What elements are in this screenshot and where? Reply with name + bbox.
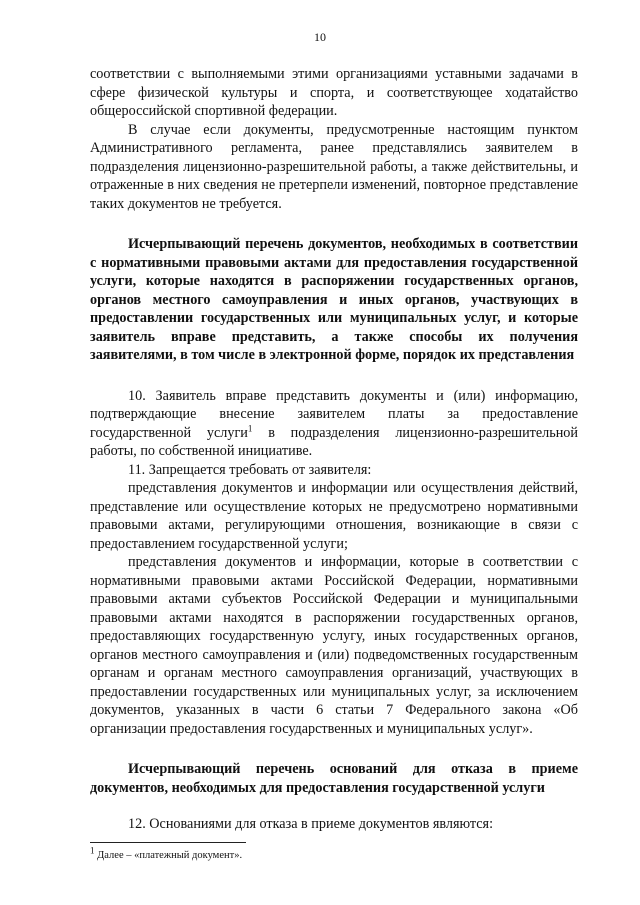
footnote-divider	[90, 842, 246, 843]
paragraph-11: 11. Запрещается требовать от заявителя:	[128, 461, 372, 478]
section-heading-documents: Исчерпывающий перечень документов, необходимых в соответствии с нормативными правовыми актами для предоставления государственной услуги, которые находятся в распоряжении государственных органов, органов местного самоуправления и иных органов, участвующих в предоставлении государственных или муниципальных услуг, и которые заявитель вправе представить, а также способы их получения заявителями, в том числе в электронной форме, порядок их представления	[90, 236, 578, 363]
paragraph-12: 12. Основаниями для отказа в приеме документов являются:	[128, 816, 494, 832]
paragraph-11-item-2: представления документов и информации, которые в соответствии с нормативными правовыми актами Российской Федерации, нормативными правовыми актами субъектов Российской Федерации и муниципальными правовыми актами находятся в распоряжении государственных органов, предоставляющих государственную услугу, иных государственных органов, органов местного самоуправления и (или) подведомственных государственным органам и органам местного самоуправления организаций, участвующих в предоставлении государственных или муниципальных услуг, за исключением документов, указанных в части 6 статьи 7 Федерального закона «Об организации предоставления государственных и муниципальных услуг».	[90, 554, 578, 737]
document-body	[90, 65, 578, 834]
paragraph-10	[90, 387, 578, 461]
paragraph-repeat-submission: В случае если документы, предусмотренные настоящим пунктом Административного регламента, ранее представлялись заявителем в подразделения лицензионно-разрешительной работы, а также действительны, и отраженные в них сведения не претерпели изменений, повторное представление таких документов не требуется.	[90, 121, 578, 212]
footnote-ref: 1	[247, 422, 253, 433]
paragraph-10-text-a: 10. Заявитель вправе представить документы и (или) информацию, подтверждающие внесение заявителем платы за предоставление государственной услуги	[90, 387, 578, 441]
footnote-text: Далее – «платежный документ».	[94, 850, 243, 861]
paragraph-10-text-b: в подразделения лицензионно-разрешительной работы, по собственной инициативе.	[90, 424, 578, 459]
footnote	[90, 845, 578, 862]
paragraph-continuation: соответствии с выполняемыми этими организациями уставными задачами в сфере физической культуры и спорта, и соответствующее ходатайство общероссийской спортивной федерации.	[90, 66, 578, 119]
footnote-marker: 1	[90, 845, 95, 856]
page-number: 10	[314, 30, 326, 44]
section-heading-refusal: Исчерпывающий перечень оснований для отказа в приеме документов, необходимых для предоставления государственной услуги	[90, 761, 578, 796]
paragraph-11-item-1: представления документов и информации или осуществления действий, представление или осуществление которых не предусмотрено нормативными правовыми актами, регулирующими отношения, возникающие в связи с предоставлением государственной услуги;	[90, 480, 578, 552]
